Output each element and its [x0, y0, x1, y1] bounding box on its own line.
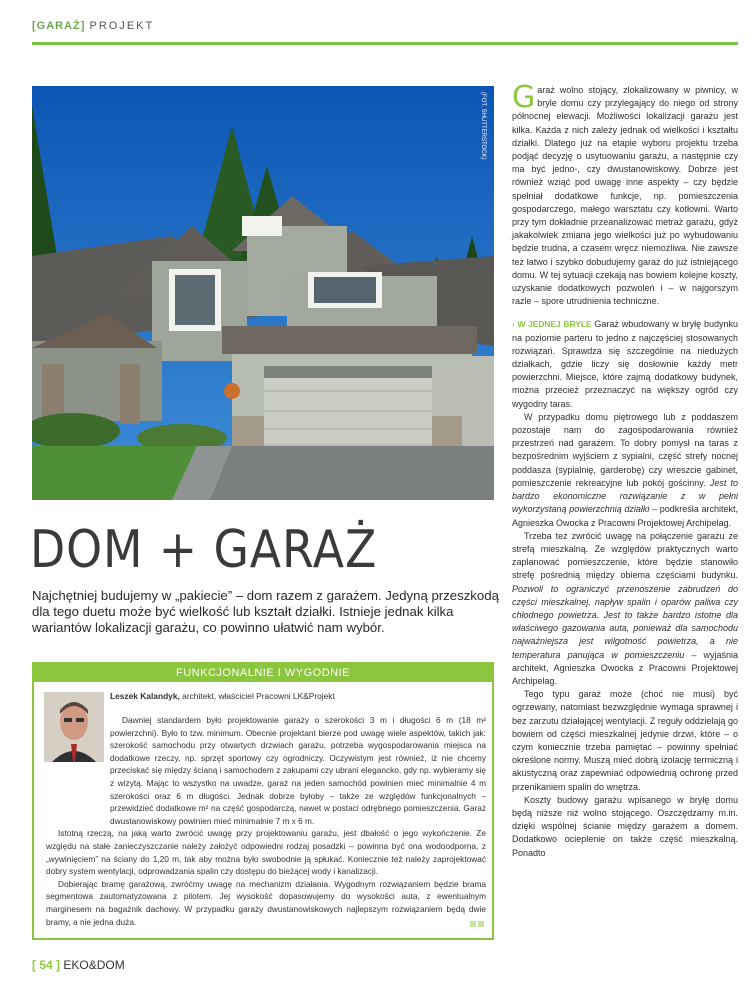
- column-paragraph: Trzeba też zwrócić uwagę na połączenie garażu ze strefą mieszkalną. Ze względów praktycznych warto zaplanować pomieszczenie, które będzie stanowiło strefę pośrednią między obiema częściami budynku. Pozwoli to ograniczyć przenoszenie zabrudzeń do części mieszkalnej, napływ spalin i oparów paliwa czy chłodnego powietrza. Jest to także bardzo istotne dla właściwego gazowania auta, ponieważ dla samochodu najważniejsza jest wilgotność powietrza, a nie temperatura panująca w pomieszczeniu – wyjaśnia architekt, Agnieszka Owocka z Pracowni Projektowej Archipelag.: [512, 530, 738, 686]
- column-paragraph: Tego typu garaż może (choć nie musi) być ogrzewany, natomiast bezwzględnie wymaga sprawnej i bez zarzutu działającej wentylacji. Z reguły oddzielają go bowiem od części mieszkalnej jedynie drzwi, które – o czym koniecznie trzeba pamiętać – powinny spełniać określone normy. Muszą mieć dobrą izolację termiczną i akustyczną oraz zapewniać odpowiednią ochronę przed przenikaniem spalin do wnętrza.: [512, 689, 738, 792]
- section-tag: [32, 20, 154, 32]
- quote: Pozwoli to ograniczyć przenoszenie zabrudzeń do części mieszkalnej, napływ spalin i oparów paliwa czy chłodnego powietrza. Jest to także bardzo istotne dla właściwego gazowania auta, ponieważ dla samochodu najważniejsza jest wilgotność powietrza, a nie temperatura panująca w pomieszczeniu: [512, 583, 738, 660]
- box-paragraph: Istotną rzeczą, na jaką warto zwrócić uwagę przy projektowaniu garażu, jest dbałość o jego wykończenie. Ze względu na stałe zanieczyszczanie należy założyć odpowiedni rodzaj posadzki – powinna być ona wodoodporna, z „wywinięciem” na ściany do 1,20 m, tak aby można było swobodnie ją spłukać. Koniecznie też należy zaprojektować dobry system wentylacji, odprowadzania spalin czy dostępu do bieżącej wody i kanalizacji.: [46, 828, 486, 877]
- column-paragraph: › W JEDNEJ BRYLE Garaż wbudowany w bryłę budynku na poziomie parteru to jedno z najczęściej stosowanych rozwiązań. Sprawdza się szczególnie na niedużych działkach, gdzie liczy się dosłownie każdy metr powierzchni. Miejsce, które zajmą dodatkowy budynek, można przecież przeznaczyć na większy ogród czy wygodny taras.: [512, 319, 738, 409]
- section-label: [GARAŻ]: [32, 20, 86, 32]
- box-paragraph: Dawniej standardem było projektowanie garaży o szerokości 3 m i długości 6 m (18 m² powierzchni). Było to tzw. minimum. Obecnie projektant bierze pod uwagę wiele aspektów, takich jak: szerokość samochodu przy otwartych drzwiach garażu, potrzeba wygospodarowania miejsca na dodatkowe rzeczy, np. sprzęt sportowy czy ogrodniczy. Oczywistym jest również, iż nie chcemy przeciskać się między ścianą i samochodem z zakupami czy ubrani elegancko, gdy np. wybieramy się z wizytą. Mając to wszystko na uwadze, garaż na jeden samochód powinien mieć minimalnie 4 m szerokości oraz 6 m długości. Jednak dobrze byłoby – także ze względów funkcjonalnych – przewidzieć dodatkowe m² na część gospodarczą, nawet w postaci odrębnego pomieszczenia. Garaż dwustanowiskowy powinien mieć minimalnie 7 m x 6 m.: [110, 715, 486, 826]
- quote: Jest to bardzo ekonomiczne rozwiązanie z w pełni wykorzystaną powierzchnią działki: [512, 477, 738, 515]
- author-portrait: [44, 692, 104, 762]
- subheading: › W JEDNEJ BRYLE: [512, 319, 592, 330]
- drop-cap: G: [512, 80, 536, 115]
- column-paragraph: Koszty budowy garażu wpisanego w bryłę domu będą niższe niż wolno stojącego. Oszczędzamy m.in. dzięki wspólnej ścianie między garażem a domem. Dodatkowo ocieplenie on także część mieszkalną. Ponadto: [512, 794, 738, 858]
- magazine-name: EKO&DOM: [63, 958, 125, 972]
- author-role: architekt, właściciel Pracowni LK&Projekt: [182, 691, 335, 701]
- page-number: [ 54 ]: [32, 958, 61, 972]
- page-footer: [32, 958, 125, 972]
- photo-credit: (FOT. SHUTTERSTOCK): [480, 92, 486, 160]
- header-rule: [32, 42, 738, 45]
- column-paragraph: W przypadku domu piętrowego lub z poddaszem pozostaje nam do zagospodarowania również przestrzeń nad garażem. To dobry pomysł na taras z bezpośrednim wyjściem z sypialni, część strefy nocnej poddasza (sypialnię, garderobę) czy wreszcie gabinet, pomieszczenie rekreacyjne lub pokój gościnny. Jest to bardzo ekonomiczne rozwiązanie z w pełni wykorzystaną powierzchnią działki – podkreśla architekt, Agnieszka Owocka z Pracowni Projektowej Archipelag.: [512, 411, 739, 528]
- subheading-arrow-icon: ›: [512, 319, 515, 330]
- box-heading: FUNKCJONALNIE I WYGODNIE: [34, 664, 492, 682]
- sidebar-box: [32, 662, 494, 940]
- right-column: [512, 80, 739, 860]
- house-photo: [32, 86, 494, 500]
- page-header: [32, 20, 738, 46]
- column-paragraph: Garaż wolno stojący, zlokalizowany w piwnicy, w bryle domu czy przylegający do niego od strony północnej elewacji. Możliwości lokalizacji garażu jest kilka. Każda z nich zależy jednak od wielkości i kształtu działki. Dlatego już na etapie wyboru projektu trzeba podjąć decyzję o usytuowaniu garażu, a następnie czy ma być jedno-, czy dwustanowiskowy. Dobrze jest również wziąć pod uwagę inne aspekty – czy będzie spełniał dodatkowe funkcje, np. pomieszczenia gospodarczego, małego warsztatu czy kotłowni. Warto przy tym dokładnie przeanalizować metraż garażu, gdyż jakakolwiek zmiana jego wielkości już po wybudowaniu będzie trudna, a czasem wręcz niemożliwa. Nie zawsze też łatwo i szybko dobudujemy garaż do już istniejącego domu. W tej sytuacji czekają nas bowiem kolejne koszty, uzyskanie dodatkowych pozwoleń i – w najgorszym razie – spore utrudnienia techniczne.: [512, 80, 738, 307]
- box-paragraph: Dobierając bramę garażową, zwróćmy uwagę na mechanizm działania. Wygodnym rozwiązaniem będzie brama segmentowa zautomatyzowana z pilotem. Jej wysokość dopasowujemy do wysokości auta, z ewentualnym marginesem na bagażnik dachowy. W przypadku garaży dwustanowiskowych najlepszym rozwiązaniem będą dwie bramy, a nie jedna duża.: [46, 878, 486, 927]
- article-lead: Najchętniej budujemy w „pakiecie” – dom razem z garażem. Jedyną przeszkodą dla tego duetu może być wielkość lub kształt działki. Istnieje jednak kilka wariantów lokalizacji garażu, co powinno ułatwić nam wybór.: [32, 588, 499, 635]
- author-name: Leszek Kalandyk,: [110, 691, 180, 701]
- article-title: DOM + GARAŻ: [30, 520, 378, 580]
- box-end-marks: [468, 914, 484, 932]
- author-line: [110, 691, 335, 701]
- category-label: PROJEKT: [89, 20, 155, 32]
- box-body: [46, 714, 486, 928]
